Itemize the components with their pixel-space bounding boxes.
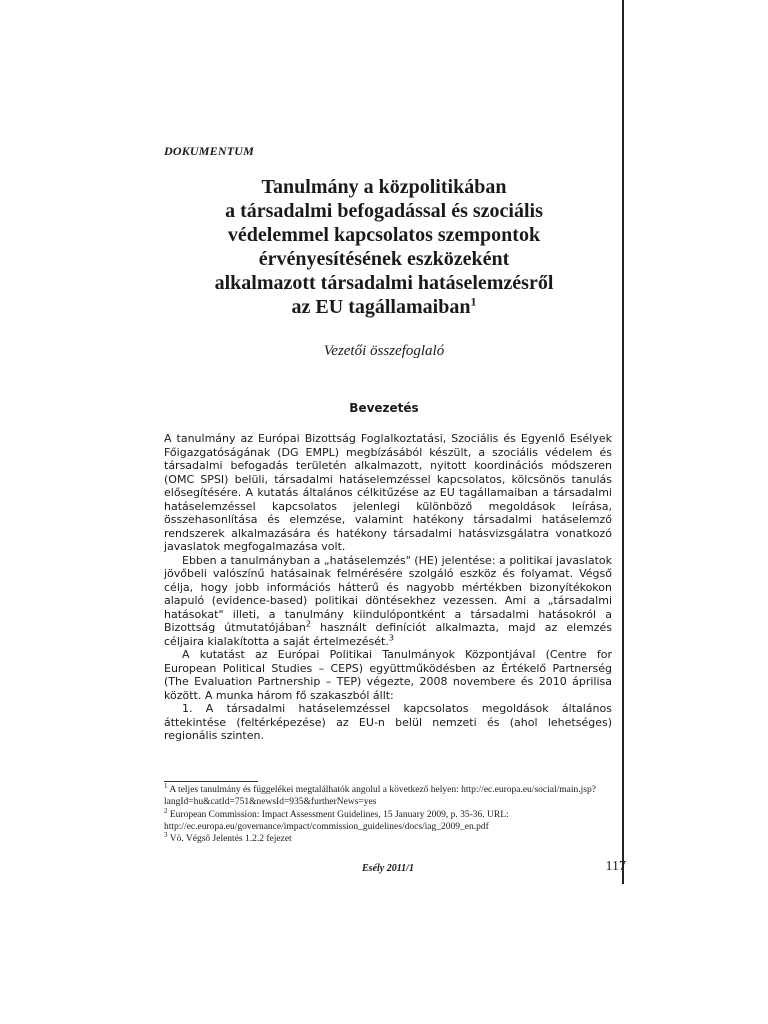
paragraph [164, 554, 612, 649]
title-line: Tanulmány a közpolitikában [261, 176, 507, 198]
paragraph-text: Ebben a tanulmányban a „hatáselemzés" (HE) jelentése: a politikai javaslatok jövőbeli valószínű hatásainak felmérésére szolgáló eszköz és folyamat. Végső célja, hogy jobb információs hátterű és nagyobb mértékben bizonyítékokon alapuló (evidence-based) politikai döntésekhez vezessen. Ami a „társadalmi hatásokat" illeti, a tanulmány kiindulópontként a társadalmi hatásokról a Bizottság útmutatójában [164, 553, 612, 634]
footnote [164, 833, 612, 845]
paragraph-text: használt definíciót alkalmazta, majd az elemzés céljaira kialakította a saját értelmezését. [164, 621, 612, 648]
title-line: a társadalmi befogadással és szociális [225, 200, 543, 222]
page-number: 117 [605, 859, 626, 874]
footnote-ref: 3 [388, 632, 394, 642]
title-line: érvényesítésének eszközeként [258, 248, 510, 270]
footnote-text: Vö. Végső Jelentés 1.2.2 fejezet [167, 834, 292, 845]
footnote-mark: 2 [164, 806, 168, 815]
footnote-text: A teljes tanulmány és függelékei megtalálhatók angolul a következő helyen: http://ec.europa.eu/social/main.jsp?langId=hu&catId=751&newsId=935&furtherNews=yes [164, 785, 596, 808]
running-footer: Esély 2011/1 [362, 863, 414, 874]
footnote-mark: 1 [164, 781, 168, 790]
title-line: védelemmel kapcsolatos szempontok [227, 224, 541, 246]
section-label: DOKUMENTUM [164, 144, 255, 158]
footnote [164, 781, 612, 809]
subtitle: Vezetői összefoglaló [323, 343, 445, 359]
footnote-separator [164, 781, 258, 782]
footnote-text: European Commission: Impact Assessment Guidelines, 15 January 2009, p. 35-36. URL: http://ec.europa.eu/governance/impact/commission_guidelines/docs/iag_2009_en.pdf [164, 809, 509, 832]
footnotes [164, 781, 612, 845]
footnote-ref: 2 [305, 619, 311, 629]
paragraph: A kutatást az Európai Politikai Tanulmányok Központjával (Centre for European Political Studies – CEPS) együttműködésben az Értékelő Partnerség (The Evaluation Partnership – TEP) végezte, 2008 novembere és 2010 áprilisa között. A munka három fő szakaszból állt: [164, 648, 612, 702]
paragraph: A tanulmány az Európai Bizottság Foglalkoztatási, Szociális és Egyenlő Esélyek Főigazgatóságának (DG EMPL) megbízásából készült, a szociális védelem és társadalmi befogadás területén alkalmazott, nyitott koordinációs módszeren (OMC SPSI) belüli, társadalmi hatáselemzéssel kapcsolatos, kölcsönös tanulás elősegítésére. A kutatás általános célkitűzése az EU tagállamaiban a társadalmi hatáselemzéssel kapcsolatos jelenlegi különböző megoldások leírása, összehasonlítása és elemzése, valamint hatékony társadalmi hatáselemző rendszerek alkalmazására és hatékony társadalmi hatásvizsgálatra vonatkozó javaslatok megfogalmazása volt. [164, 432, 612, 553]
document-title [164, 175, 604, 319]
title-line: alkalmazott társadalmi hatáselemzésről [214, 272, 554, 294]
title-line-last [164, 295, 604, 319]
paragraph: 1. A társadalmi hatáselemzéssel kapcsolatos megoldások általános áttekintése (feltérképezése) az EU-n belül nemzeti és (ahol lehetséges) regionális szinten. [164, 702, 612, 742]
footnote [164, 806, 612, 834]
vertical-rule [622, 0, 624, 884]
section-heading: Bevezetés [349, 401, 419, 415]
title-footnote-mark: 1 [470, 294, 477, 309]
body-text [164, 432, 612, 743]
title-line-text: az EU tagállamaiban [291, 296, 471, 318]
footnote-mark: 3 [164, 831, 168, 840]
